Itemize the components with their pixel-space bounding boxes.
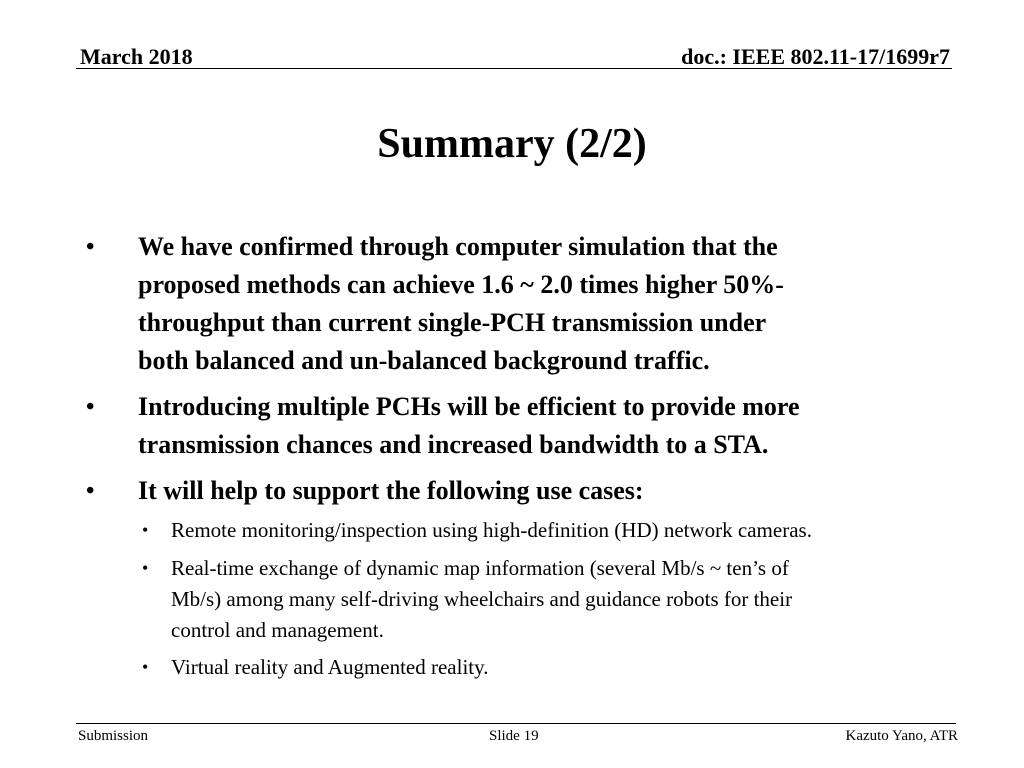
bullet-line: both balanced and un-balanced background traffic.: [138, 346, 710, 375]
sub-bullet-marker: •: [142, 520, 149, 540]
bullet-line: proposed methods can achieve 1.6 ~ 2.0 times higher 50%-: [138, 270, 784, 299]
sub-bullet-marker: •: [142, 558, 149, 578]
sub-bullet-line: Virtual reality and Augmented reality.: [171, 655, 489, 679]
sub-bullet-item: [171, 652, 971, 683]
sub-bullet-line: Mb/s) among many self-driving wheelchairs and guidance robots for their: [171, 587, 793, 611]
bullet-line: throughput than current single-PCH transmission under: [138, 308, 767, 337]
footer-author: Kazuto Yano, ATR: [845, 728, 958, 744]
footer-divider: [76, 723, 956, 724]
sub-bullet-line: Remote monitoring/inspection using high-definition (HD) network cameras.: [171, 518, 812, 542]
sub-bullet-line: control and management.: [171, 618, 384, 642]
sub-bullet-item: [171, 553, 971, 646]
footer-slide-number: Slide 19: [489, 728, 539, 744]
sub-bullet-item: [171, 515, 971, 546]
bullet-line: transmission chances and increased bandwidth to a STA.: [138, 430, 769, 459]
bullet-item: [138, 388, 938, 464]
footer-submission: Submission: [78, 728, 149, 744]
bullet-marker: •: [86, 234, 95, 260]
bullet-item: [138, 472, 938, 510]
bullet-marker: •: [86, 394, 95, 420]
bullet-line: Introducing multiple PCHs will be efficient to provide more: [138, 392, 800, 421]
header-divider: [76, 68, 952, 69]
header-doc-id: doc.: IEEE 802.11-17/1699r7: [681, 44, 950, 69]
bullet-line: We have confirmed through computer simulation that the: [138, 232, 778, 261]
bullet-item: [138, 228, 938, 380]
sub-bullet-marker: •: [142, 657, 149, 677]
bullet-line: It will help to support the following use cases:: [138, 476, 644, 505]
sub-bullet-line: Real-time exchange of dynamic map information (several Mb/s ~ ten’s of: [171, 556, 789, 580]
slide-title: Summary (2/2): [377, 121, 647, 167]
bullet-marker: •: [86, 478, 95, 504]
header-date: March 2018: [80, 44, 193, 69]
